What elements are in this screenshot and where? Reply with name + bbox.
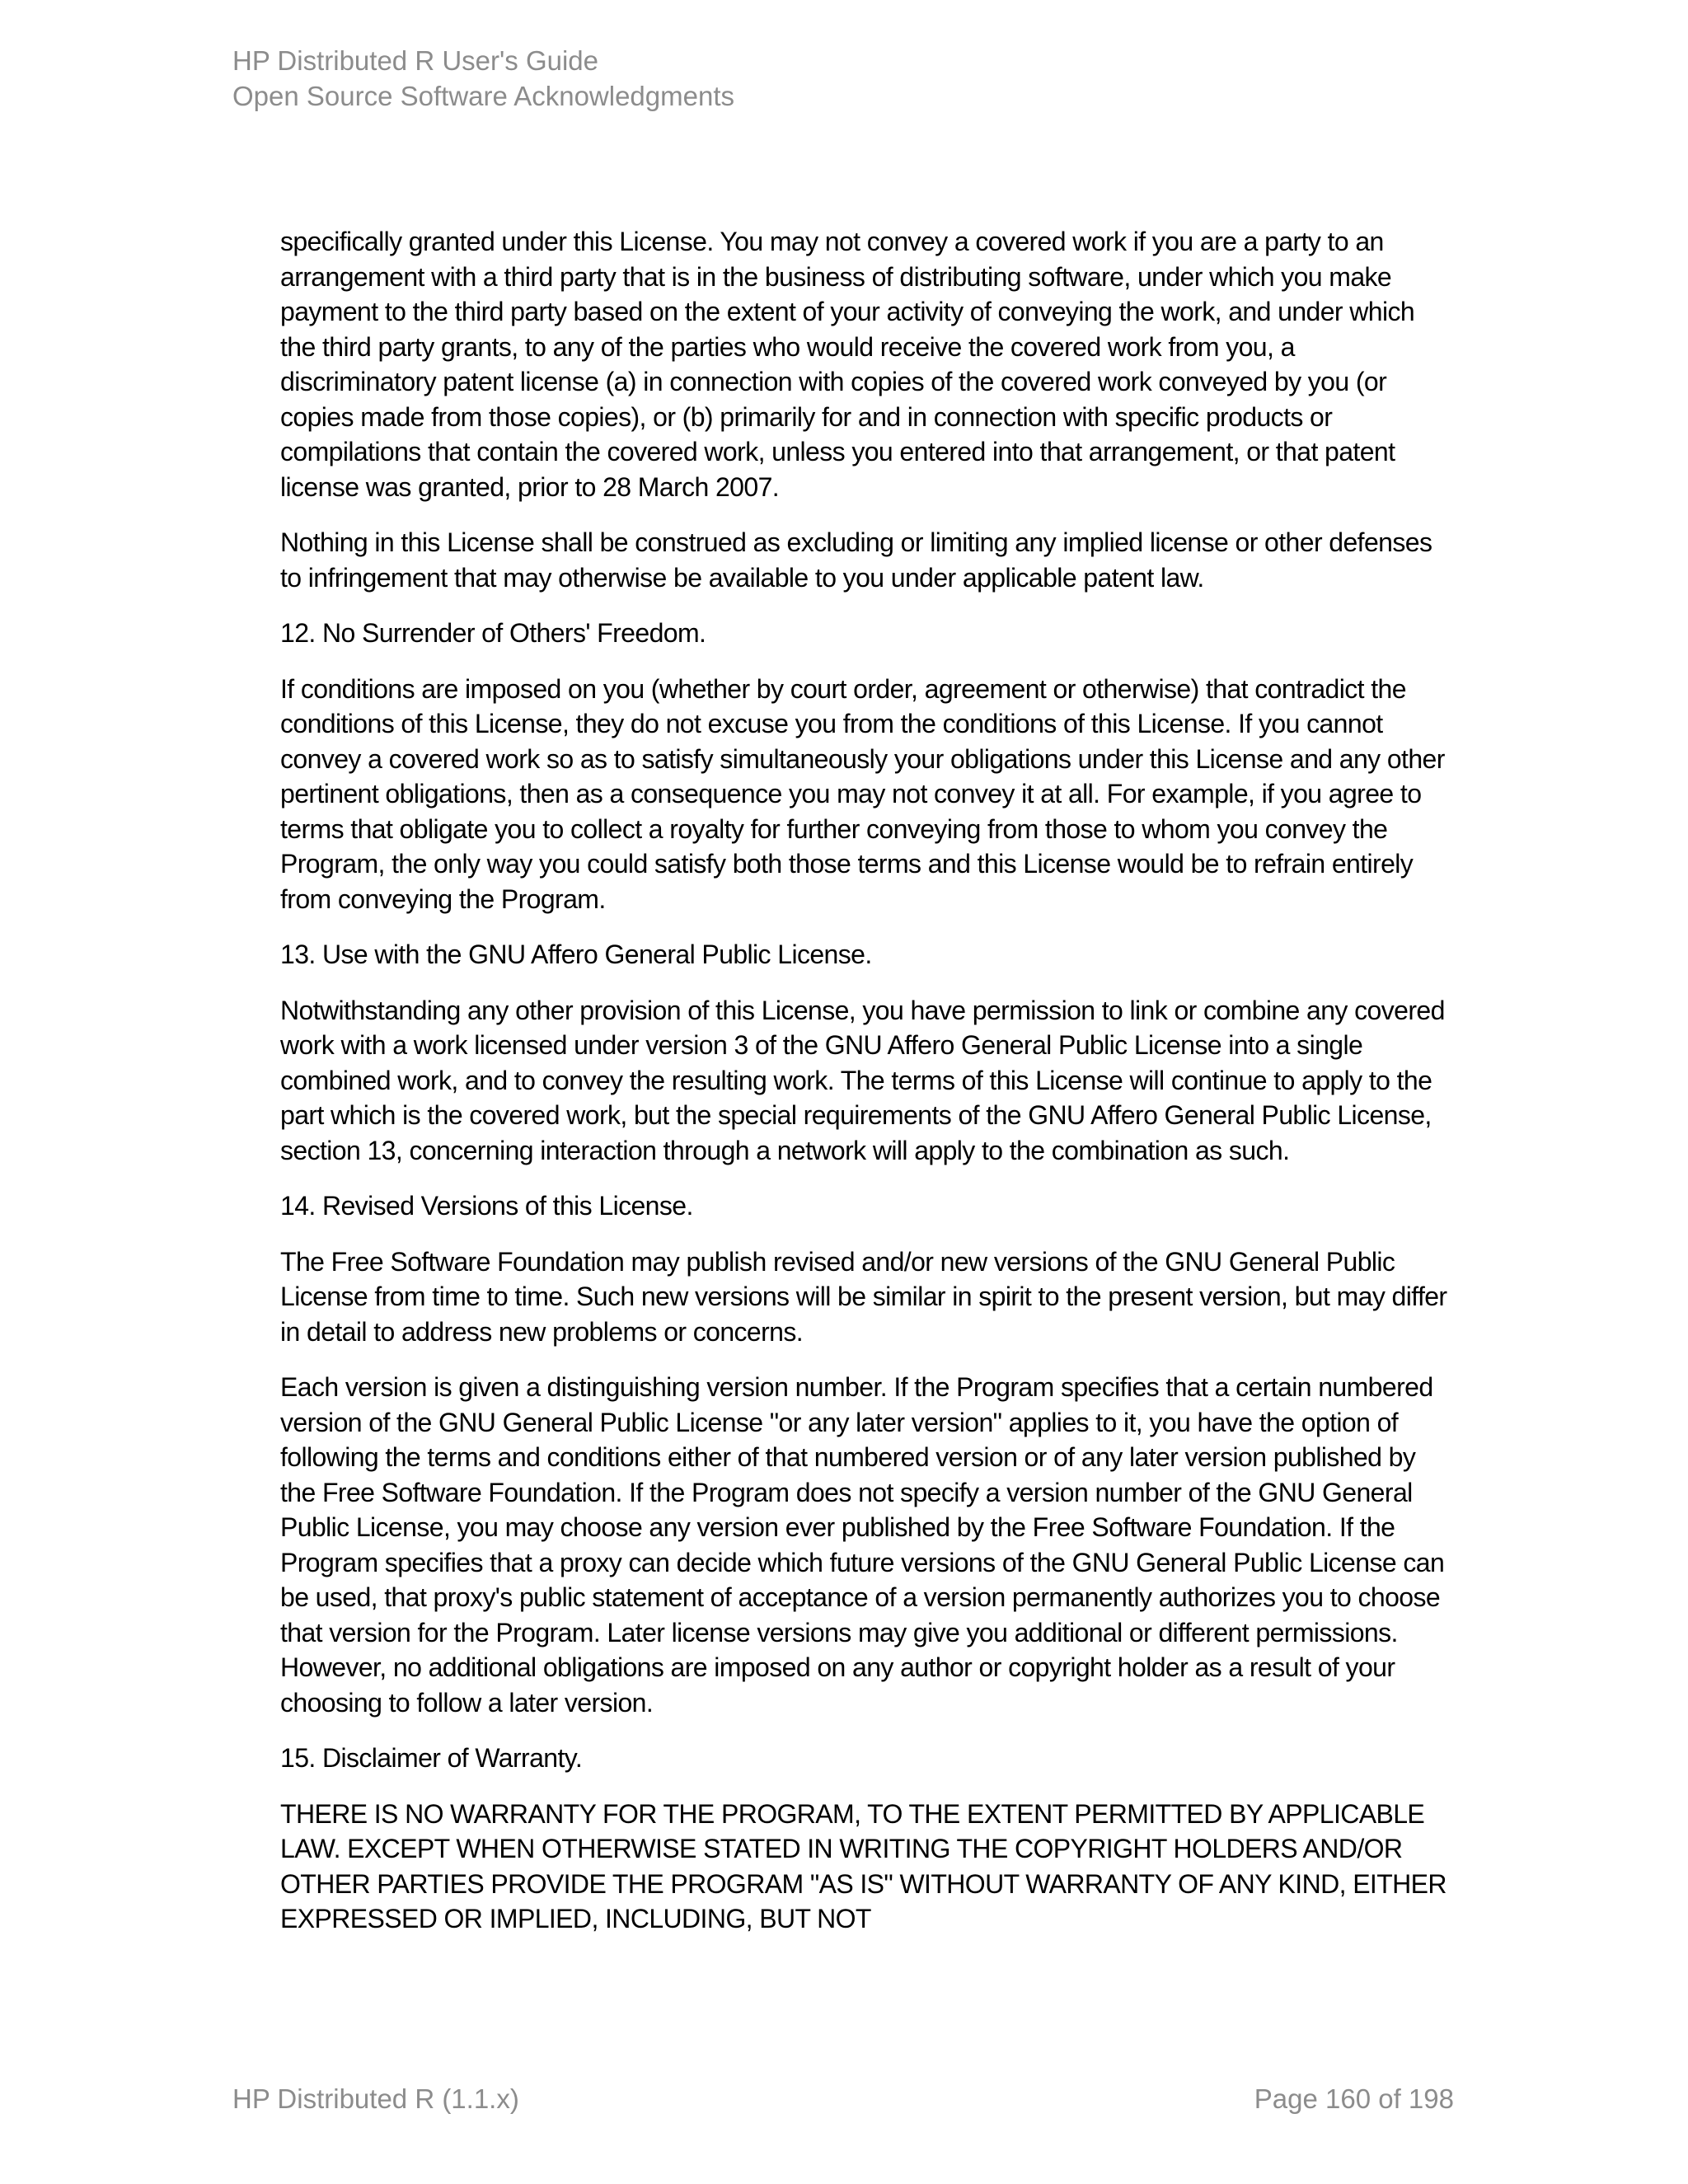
- body-paragraph: specifically granted under this License. You may not convey a covered work if you are a party to an arrangement with a third party that is in the business of distributing software, under which you make payment to the third party based on the extent of your activity of conveying the work, and under which the third party grants, to any of the parties who would receive the covered work from you, a discriminatory patent license (a) in connection with copies of the covered work conveyed by you (or copies made from those copies), or (b) primarily for and in connection with specific products or compilations that contain the covered work, unless you entered into that arrangement, or that patent license was granted, prior to 28 March 2007.: [280, 227, 1415, 502]
- page-footer: [232, 2081, 1454, 2116]
- page-body: [280, 224, 1455, 1957]
- body-paragraph: If conditions are imposed on you (whether by court order, agreement or otherwise) that contradict the conditions of this License, they do not excuse you from the conditions of this License. If you cannot convey a covered work so as to satisfy simultaneously your obligations under this License and any other pertinent obligations, then as a consequence you may not convey it at all. For example, if you agree to terms that obligate you to collect a royalty for further conveying from those to whom you convey the Program, the only way you could satisfy both those terms and this License would be to refrain entirely from conveying the Program.: [280, 673, 1445, 914]
- body-paragraph: The Free Software Foundation may publish revised and/or new versions of the GNU General Public License from time to time. Such new versions will be similar in spirit to the present version, but may differ in detail to address new problems or concerns.: [280, 1246, 1447, 1347]
- body-paragraph: Each version is given a distinguishing version number. If the Program specifies that a certain numbered version of the GNU General Public License "or any later version" applies to it, you have the option of following the terms and conditions either of that numbered version or of any later version published by the Free Software Foundation. If the Program does not specify a version number of the GNU General Public License, you may choose any version ever published by the Free Software Foundation. If the Program specifies that a proxy can decide which future versions of the GNU General Public License can be used, that proxy's public statement of acceptance of a version permanently authorizes you to choose that version for the Program. Later license versions may give you additional or different permissions. However, no additional obligations are imposed on any author or copyright holder as a result of your choosing to follow a later version.: [280, 1372, 1445, 1718]
- footer-product: HP Distributed R (1.1.x): [232, 2083, 519, 2114]
- body-paragraph: Notwithstanding any other provision of this License, you have permission to link or combine any covered work with a work licensed under version 3 of the GNU Affero General Public License into a single combined work, and to convey the resulting work. The terms of this License will continue to apply to the part which is the covered work, but the special requirements of the GNU Affero General Public License, section 13, concerning interaction through a network will apply to the combination as such.: [280, 995, 1445, 1165]
- body-paragraph: THERE IS NO WARRANTY FOR THE PROGRAM, TO THE EXTENT PERMITTED BY APPLICABLE LAW. EXCEPT WHEN OTHERWISE STATED IN WRITING THE COPYRIGHT HOLDERS AND/OR OTHER PARTIES PROVIDE THE PROGRAM "AS IS" WITHOUT WARRANTY OF ANY KIND, EITHER EXPRESSED OR IMPLIED, INCLUDING, BUT NOT: [280, 1798, 1447, 1933]
- section-heading-12: 12. No Surrender of Others' Freedom.: [280, 618, 706, 648]
- section-heading-13: 13. Use with the GNU Affero General Public License.: [280, 940, 872, 969]
- section-heading-14: 14. Revised Versions of this License.: [280, 1191, 693, 1221]
- page-number: Page 160 of 198: [1254, 2083, 1454, 2114]
- section-heading-15: 15. Disclaimer of Warranty.: [280, 1743, 583, 1773]
- document-title: HP Distributed R User's Guide: [232, 45, 599, 76]
- running-header: [232, 43, 734, 114]
- section-title: Open Source Software Acknowledgments: [232, 81, 735, 111]
- body-paragraph: Nothing in this License shall be construed as excluding or limiting any implied license or other defenses to infringement that may otherwise be available to you under applicable patent law.: [280, 527, 1432, 593]
